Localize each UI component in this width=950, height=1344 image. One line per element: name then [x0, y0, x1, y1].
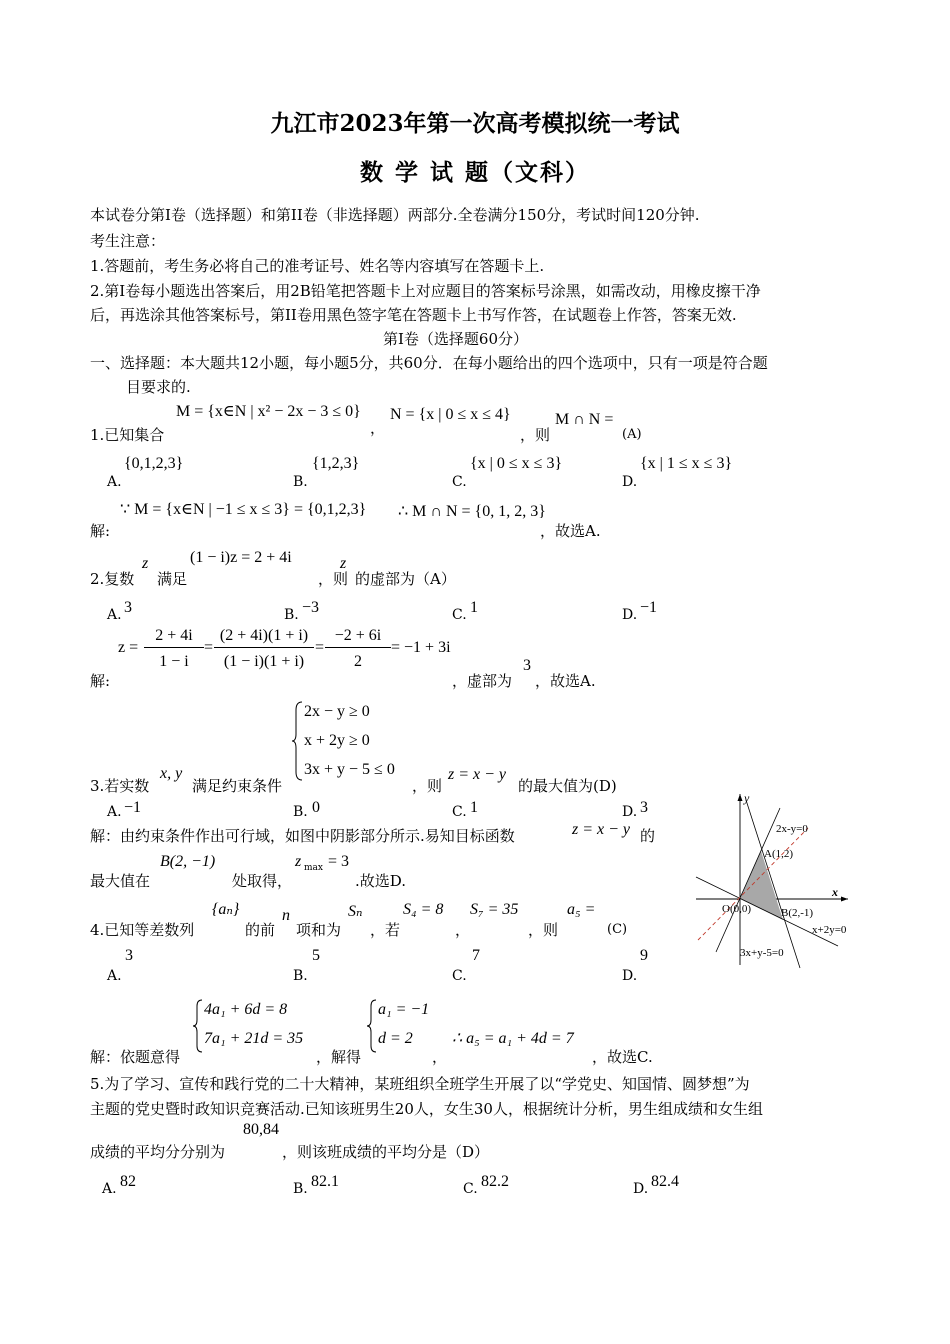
- q5-option-b: 82.1: [311, 1173, 339, 1190]
- q3-solution-zmax-value: = 3: [328, 853, 350, 870]
- fig-point-b: B(2,-1): [781, 907, 814, 919]
- q4-option-a: 3: [125, 947, 133, 964]
- q4-system-1-brace: [192, 998, 204, 1054]
- fig-point-a: A(1,2): [764, 848, 794, 860]
- q3-solution-point: B(2, −1): [160, 853, 216, 870]
- notice-item-2-line-1: 2.第I卷每小题选出答案后，用2B铅笔把答题卡上对应题目的答案标号涂黑，如需改动，用橡皮擦干净: [90, 282, 761, 300]
- q3-constraint-2: x + 2y ≥ 0: [304, 732, 370, 749]
- q2-question-tail: 的虚部为（A）: [355, 570, 456, 588]
- q3-then: ，则: [412, 777, 443, 795]
- q4-option-a-label: A.: [107, 968, 122, 984]
- q2-solution-z: z =: [118, 639, 139, 656]
- notice-item-2-line-2: 后，再选涂其他答案标号，第II卷用黑色签字笔在答题卡上书写作答，在试题卷上作答，答案无效.: [90, 306, 737, 324]
- q2-option-b: −3: [302, 599, 320, 616]
- q2-option-b-label: B.: [284, 607, 299, 623]
- q4-solution-conclusion: ，故选C.: [592, 1048, 653, 1066]
- q4-s4: S₄ = 8: [403, 901, 444, 918]
- q1-answer: (A): [622, 427, 642, 442]
- q4-solution-solve: ，解得: [316, 1048, 362, 1066]
- q1-set-m: M = {x∈N | x² − 2x − 3 ≤ 0}: [176, 403, 361, 420]
- notice-heading: 考生注意：: [90, 232, 166, 250]
- q4-system-2-brace: [366, 998, 378, 1054]
- q5-option-d: 82.4: [651, 1173, 679, 1190]
- q5-option-c: 82.2: [481, 1173, 509, 1190]
- fig-line-3-label: 3x+y-5=0: [740, 947, 784, 959]
- q1-option-a-label: A.: [107, 474, 122, 490]
- q3-solution-line-2b: 处取得，: [232, 872, 293, 890]
- q4-solution-result: ∴ a₅ = a₁ + 4d = 7: [452, 1030, 574, 1047]
- q5-option-a-label: A.: [102, 1181, 117, 1197]
- q2-option-c-label: C.: [452, 607, 467, 623]
- exam-subtitle: 数 学 试 题（文科）: [359, 159, 591, 186]
- q1-then: ，则: [520, 426, 551, 444]
- q2-fraction-1-denominator: 1 − i: [159, 653, 189, 670]
- q4-stem: 4.已知等差数列: [90, 921, 195, 939]
- q4-system-1-eq-2: 7a₁ + 21d = 35: [204, 1030, 304, 1047]
- q4-option-b: 5: [312, 947, 320, 964]
- x-axis-arrow: [841, 897, 848, 902]
- q2-fraction-1-numerator: 2 + 4i: [155, 627, 193, 644]
- q4-comma: ，: [455, 921, 471, 939]
- q1-option-b: {1,2,3}: [312, 455, 360, 472]
- q1-option-c: {x | 0 ≤ x ≤ 3}: [470, 455, 563, 472]
- q1-set-n: N = {x | 0 ≤ x ≤ 4}: [390, 406, 511, 423]
- q4-system-2-eq-1: a₁ = −1: [378, 1001, 430, 1018]
- q5-option-d-label: D.: [633, 1181, 649, 1197]
- q3-objective: z = x − y: [448, 766, 507, 783]
- q4-solution-label: 解：依题意得: [90, 1048, 181, 1066]
- q3-constraint-1: 2x − y ≥ 0: [304, 703, 370, 720]
- q2-solution-label: 解:: [90, 672, 111, 690]
- q2-equation: (1 − i)z = 2 + 4i: [190, 549, 292, 566]
- q3-solution-line-1: 解：由约束条件作出可行域，如图中阴影部分所示.易知目标函数: [90, 827, 515, 845]
- q2-option-a-label: A.: [107, 607, 122, 623]
- q4-n: n: [282, 907, 290, 924]
- q2-solution-tail-1: ，虚部为: [452, 672, 513, 690]
- q4-then: ，则: [528, 921, 559, 939]
- q5-line-3b: ，则该班成绩的平均分是（D）: [282, 1143, 490, 1161]
- q2-fraction-3-denominator: 2: [354, 653, 362, 670]
- q3-option-b-label: B.: [293, 804, 308, 820]
- q5-averages: 80,84: [243, 1121, 279, 1138]
- q4-option-c: 7: [472, 947, 480, 964]
- q4-text-3: ，若: [370, 921, 401, 939]
- q2-condition: 满足: [157, 570, 188, 588]
- q5-option-c-label: C.: [463, 1181, 478, 1197]
- intro-text: 本试卷分第I卷（选择题）和第II卷（非选择题）两部分.全卷满分150分，考试时间120分钟.: [90, 206, 700, 224]
- q2-option-c: 1: [470, 599, 478, 616]
- q1-solution-conclusion: ，故选A.: [540, 522, 601, 540]
- q3-condition: 满足约束条件: [192, 777, 283, 795]
- q2-fraction-3-bar: [325, 647, 391, 648]
- q2-equals-2: =: [315, 639, 325, 656]
- q3-solution-zmax-subscript: max: [304, 863, 323, 873]
- line-2x-y: [716, 808, 780, 952]
- q1-stem: 1.已知集合: [90, 426, 165, 444]
- q3-solution-line-2a: 最大值在: [90, 872, 151, 890]
- q2-fraction-2-denominator: (1 − i)(1 + i): [223, 653, 305, 670]
- q2-option-d-label: D.: [622, 607, 638, 623]
- q2-variable-z-2: z: [340, 555, 347, 572]
- q3-variables: x, y: [160, 765, 183, 782]
- q3-solution-de: 的: [640, 827, 656, 845]
- q3-option-d-label: D.: [622, 804, 638, 820]
- q2-option-d: −1: [640, 599, 658, 616]
- q2-solution-result: = −1 + 3i: [391, 639, 451, 656]
- q1-comma: ，: [370, 419, 386, 437]
- q3-option-a-label: A.: [107, 804, 122, 820]
- q4-option-b-label: B.: [293, 968, 308, 984]
- q2-then: ，则: [318, 570, 349, 588]
- q1-option-b-label: B.: [293, 474, 308, 490]
- q2-fraction-3-numerator: −2 + 6i: [334, 627, 382, 644]
- q2-fraction-1-bar: [144, 647, 204, 648]
- q4-answer: (C): [607, 922, 628, 937]
- q2-option-a: 3: [124, 599, 132, 616]
- q5-line-3a: 成绩的平均分分别为: [90, 1143, 226, 1161]
- section-1-instructions-line-2: 目要求的.: [126, 378, 191, 396]
- q1-option-d-label: D.: [622, 474, 638, 490]
- q4-sn: Sₙ: [348, 903, 363, 920]
- q4-solution-comma: ，: [432, 1048, 448, 1066]
- q1-solution-label: 解:: [90, 522, 111, 540]
- q1-option-a: {0,1,2,3}: [124, 455, 184, 472]
- y-axis-arrow: [738, 794, 743, 801]
- q4-text-2: 项和为: [296, 921, 342, 939]
- q4-sequence: {aₙ}: [212, 901, 240, 918]
- fig-origin: O(0,0): [722, 903, 752, 915]
- q2-fraction-2-bar: [214, 647, 314, 648]
- q3-feasible-region-figure: [688, 790, 858, 970]
- exam-title: 九江市2023年第一次高考模拟统一考试: [270, 110, 680, 137]
- section-1-instructions-line-1: 一、选择题：本大题共12小题，每小题5分，共60分．在每小题给出的四个选项中，只有一项是符合题: [90, 354, 768, 372]
- q3-solution-line-2c: .故选D.: [355, 872, 407, 890]
- q3-option-c-label: C.: [452, 804, 467, 820]
- q3-option-c: 1: [470, 799, 478, 816]
- q5-option-a: 82: [120, 1173, 136, 1190]
- q2-variable-z: z: [142, 555, 149, 572]
- q4-a5: a₅ =: [567, 901, 596, 918]
- q4-text-1: 的前: [245, 921, 276, 939]
- q3-question-tail: 的最大值为(D): [518, 777, 617, 795]
- notice-item-1: 1.答题前，考生务必将自己的准考证号、姓名等内容填写在答题卡上.: [90, 257, 545, 275]
- q4-option-d: 9: [640, 947, 648, 964]
- q3-option-d: 3: [640, 799, 648, 816]
- q3-solution-zmax: z: [295, 853, 302, 870]
- q2-fraction-2-numerator: (2 + 4i)(1 + i): [219, 627, 309, 644]
- fig-y-label: y: [744, 791, 750, 805]
- q2-solution-value: 3: [523, 657, 531, 674]
- q2-equals-1: =: [204, 639, 214, 656]
- fig-x-label: x: [832, 885, 838, 899]
- q5-line-1: 5.为了学习、宣传和践行党的二十大精神，某班组织全班学生开展了以“学党史、知国情、圆梦想”为: [90, 1075, 750, 1093]
- q1-solution-step-1: ∵ M = {x∈N | −1 ≤ x ≤ 3} = {0,1,2,3}: [120, 501, 367, 518]
- fig-line-2-label: x+2y=0: [812, 924, 847, 936]
- q1-option-d: {x | 1 ≤ x ≤ 3}: [640, 455, 733, 472]
- q3-stem: 3.若实数: [90, 777, 150, 795]
- q1-solution-step-2: ∴ M ∩ N = {0, 1, 2, 3}: [398, 503, 546, 520]
- q5-line-2: 主题的党史暨时政知识竞赛活动.已知该班男生20人，女生30人，根据统计分析，男生组成绩和女生组: [90, 1100, 763, 1118]
- part-1-title: 第I卷（选择题60分）: [383, 330, 529, 348]
- q3-constraint-3: 3x + y − 5 ≤ 0: [304, 761, 395, 778]
- q4-option-d-label: D.: [622, 968, 638, 984]
- q3-solution-objective: z = x − y: [572, 821, 631, 838]
- q2-solution-tail-2: ，故选A.: [535, 672, 596, 690]
- q2-stem: 2.复数: [90, 570, 135, 588]
- q4-option-c-label: C.: [452, 968, 467, 984]
- q4-system-1-eq-1: 4a₁ + 6d = 8: [204, 1001, 288, 1018]
- q1-expression: M ∩ N =: [555, 411, 614, 428]
- q5-option-b-label: B.: [293, 1181, 308, 1197]
- fig-line-1-label: 2x-y=0: [776, 823, 808, 835]
- q3-option-a: −1: [124, 799, 142, 816]
- q3-option-b: 0: [312, 799, 320, 816]
- q1-option-c-label: C.: [452, 474, 467, 490]
- q4-s7: S₇ = 35: [470, 901, 519, 918]
- q4-system-2-eq-2: d = 2: [378, 1030, 413, 1047]
